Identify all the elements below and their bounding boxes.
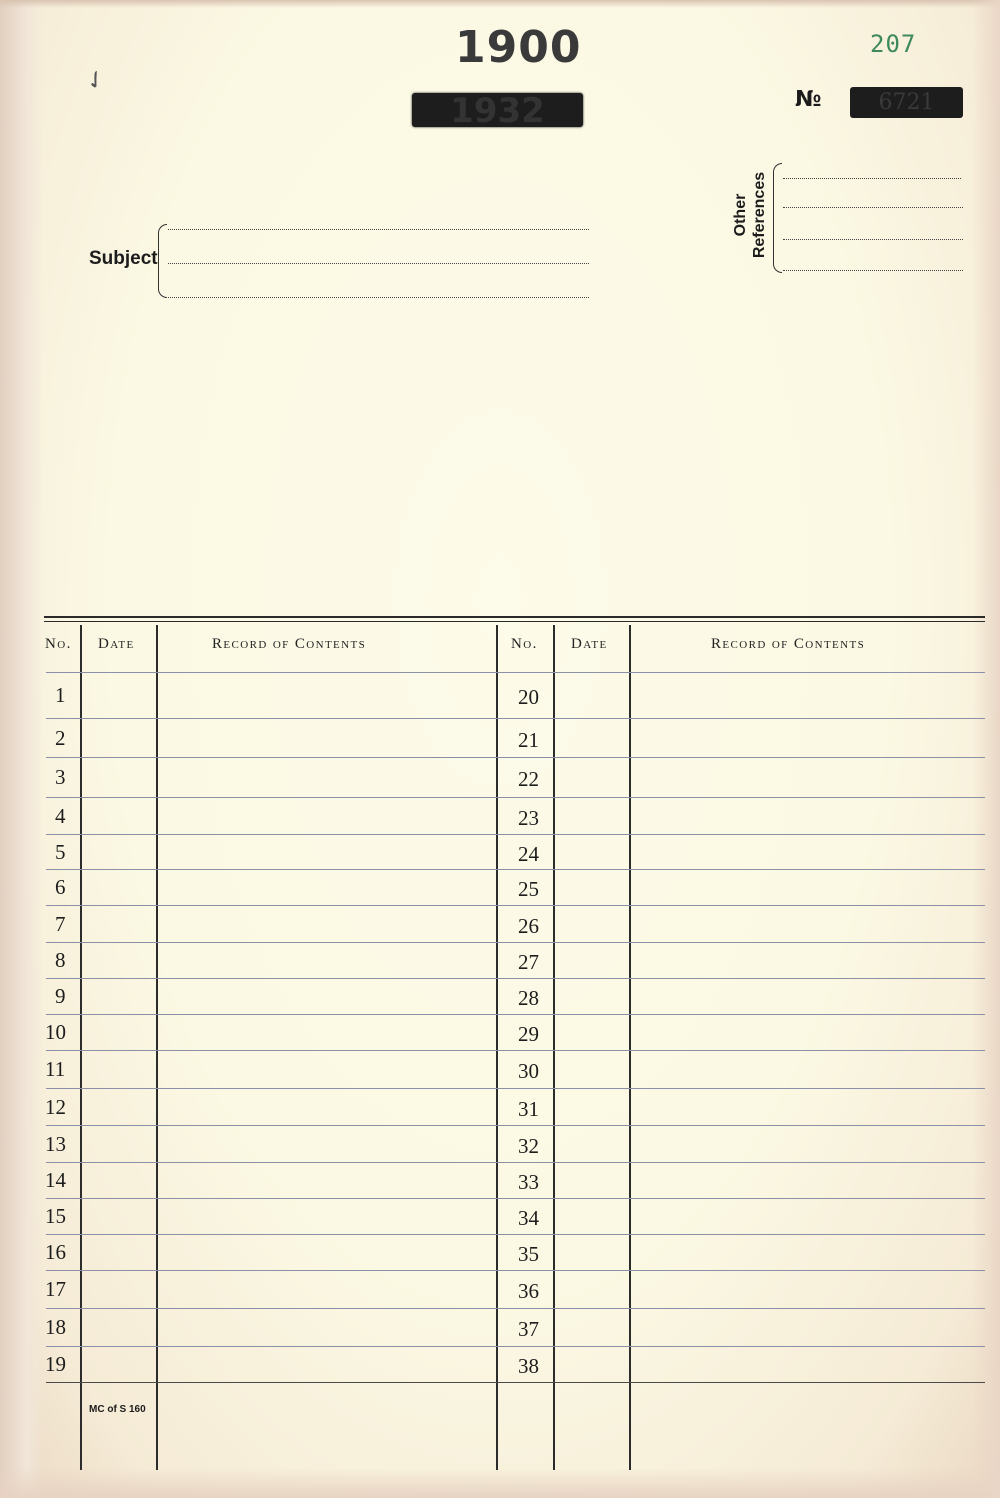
row-rule [46,718,985,719]
row-number-right: 37 [518,1317,539,1341]
row-number-left: 17 [45,1277,66,1301]
row-number-right: 30 [518,1059,539,1083]
row-rule [46,1382,985,1383]
row-number-left: 4 [55,803,66,828]
worn-bottom-edge [0,1468,1000,1498]
redacted-file-number: 6721 [850,87,963,118]
worn-right-edge [972,0,1000,1498]
header-no-right: No. [511,636,538,652]
row-number-right: 38 [518,1354,539,1378]
other-references-label-line1: Other [732,193,749,237]
row-rule [46,1198,985,1199]
worn-left-edge [0,0,44,1498]
row-number-left: 15 [45,1204,66,1228]
row-number-left: 8 [55,948,66,972]
header-date-left: Date [98,636,135,652]
column-rule [629,625,631,1470]
row-rule [46,869,985,870]
header-record-left: Record of Contents [212,636,367,652]
row-rule [46,1234,985,1235]
row-number-left: 3 [55,765,66,789]
column-rule [80,625,82,1470]
row-rule [46,942,985,943]
row-rule [46,978,985,979]
subject-bracket [158,224,167,298]
row-number-left: 6 [55,875,66,899]
row-number-left: 5 [55,839,66,864]
row-number-right: 25 [518,877,539,901]
row-number-right: 29 [518,1022,539,1046]
column-rule [553,625,555,1470]
row-number-left: 14 [45,1168,66,1192]
row-number-left: 16 [45,1240,66,1264]
other-references-bracket [773,163,782,273]
row-number-left: 12 [45,1094,66,1119]
row-number-right: 20 [518,685,539,709]
row-rule [46,834,985,835]
other-references-line-3[interactable] [783,239,963,240]
subject-line-2[interactable] [168,263,589,264]
row-rule [46,1162,985,1163]
row-number-left: 9 [55,984,66,1008]
row-rule [46,1346,985,1347]
printer-imprint: MC of S 160 [89,1404,146,1415]
row-number-right: 24 [518,841,539,866]
column-rule [496,625,498,1470]
row-rule [46,1050,985,1051]
row-number-left: 2 [55,725,66,750]
row-rule [46,1088,985,1089]
row-number-left: 18 [45,1315,66,1339]
row-number-right: 36 [518,1279,539,1303]
other-references-label-line2: References [751,171,768,259]
other-references-line-4[interactable] [783,270,963,271]
row-rule [46,1270,985,1271]
row-rule [46,1308,985,1309]
row-number-right: 34 [518,1206,539,1230]
row-number-right: 31 [518,1096,539,1121]
row-number-right: 22 [518,767,539,791]
header-no-left: No. [45,636,72,652]
row-number-right: 26 [518,913,539,938]
table-top-rule [44,616,985,618]
column-rule [156,625,158,1470]
row-number-right: 35 [518,1242,539,1266]
other-references-line-2[interactable] [783,207,963,208]
row-rule [46,1014,985,1015]
row-number-right: 32 [518,1133,539,1158]
stamped-file-number: 207 [870,30,917,58]
worn-top-edge [0,0,1000,8]
row-number-right: 28 [518,986,539,1010]
row-number-left: 1 [55,683,66,707]
header-record-right: Record of Contents [711,636,866,652]
printed-year: 1900 [455,22,582,73]
pencil-tick-mark: ✓ [80,64,113,98]
number-label: № [795,87,822,112]
row-rule [46,672,985,673]
row-number-right: 33 [518,1170,539,1194]
subject-line-3[interactable] [168,297,589,298]
row-rule [46,797,985,798]
subject-line-1[interactable] [168,229,589,230]
row-rule [46,1125,985,1126]
redacted-year-stamp: 1932 [412,93,583,127]
row-number-right: 23 [518,805,539,830]
row-number-left: 19 [45,1352,66,1376]
row-number-right: 21 [518,727,539,752]
row-rule [46,757,985,758]
row-number-right: 27 [518,950,539,974]
row-number-left: 11 [45,1057,66,1081]
header-date-right: Date [571,636,608,652]
row-rule [46,905,985,906]
other-references-label [731,165,769,265]
row-number-left: 13 [45,1131,66,1156]
other-references-line-1[interactable] [783,178,961,179]
row-number-left: 10 [45,1020,66,1044]
subject-label: Subject [89,248,158,269]
row-number-left: 7 [55,911,66,936]
table-top-rule-thin [44,621,985,622]
